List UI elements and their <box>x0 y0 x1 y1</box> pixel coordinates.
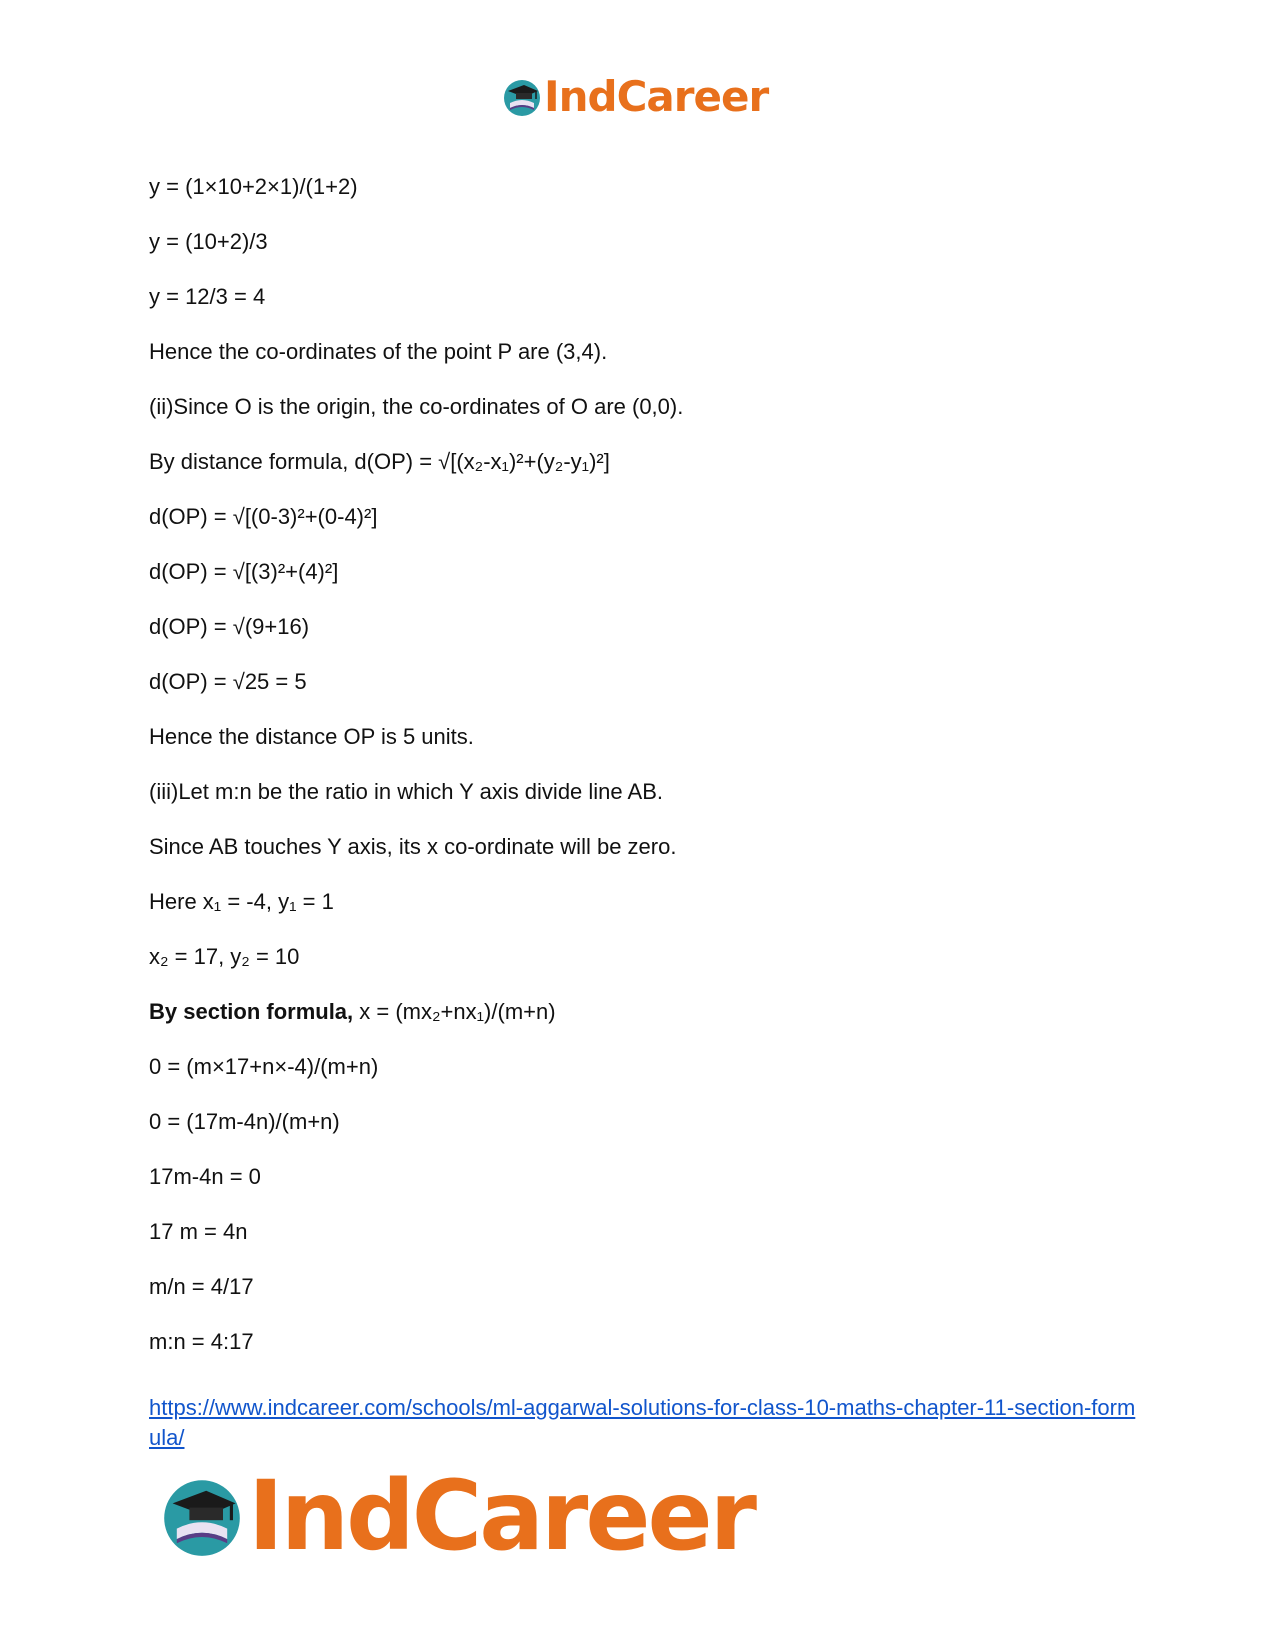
text-line: m/n = 4/17 <box>149 1274 254 1299</box>
text-line: d(OP) = √[(3)²+(4)²] <box>149 559 339 584</box>
text-line: y = (10+2)/3 <box>149 229 268 254</box>
section-formula-label: By section formula, <box>149 999 354 1024</box>
text-line: 17m-4n = 0 <box>149 1164 261 1189</box>
text-line: y = 12/3 = 4 <box>149 284 266 309</box>
text-line: d(OP) = √[(0-3)²+(0-4)²] <box>149 504 378 529</box>
text-line: 0 = (m×17+n×-4)/(m+n) <box>149 1054 379 1079</box>
book-graduation-cap-icon <box>160 1474 244 1558</box>
source-link[interactable]: https://www.indcareer.com/schools/ml-aggarwal-solutions-for-class-10-maths-chapter-11-section-formula/ <box>149 1395 1136 1450</box>
text-line: Here x₁ = -4, y₁ = 1 <box>149 889 334 914</box>
section-formula-line <box>149 999 1139 1025</box>
text-line: Since AB touches Y axis, its x co-ordinate will be zero. <box>149 834 677 859</box>
text-line: 0 = (17m-4n)/(m+n) <box>149 1109 340 1134</box>
text-line: y = (1×10+2×1)/(1+2) <box>149 174 358 199</box>
text-line: 17 m = 4n <box>149 1219 248 1244</box>
text-line: Hence the co-ordinates of the point P are (3,4). <box>149 339 608 364</box>
logo-wordmark: IndCareer <box>248 1460 754 1572</box>
logo-wordmark: IndCareer <box>544 72 769 121</box>
solution-content <box>149 174 1139 1384</box>
text-line: Hence the distance OP is 5 units. <box>149 724 474 749</box>
header-logo <box>502 72 769 121</box>
book-graduation-cap-icon <box>502 77 542 117</box>
text-line: (iii)Let m:n be the ratio in which Y axis divide line AB. <box>149 779 664 804</box>
text-line: (ii)Since O is the origin, the co-ordinates of O are (0,0). <box>149 394 684 419</box>
text-line: d(OP) = √25 = 5 <box>149 669 307 694</box>
text-line: m:n = 4:17 <box>149 1329 254 1354</box>
section-formula-expression: x = (mx₂+nx₁)/(m+n) <box>359 999 556 1024</box>
text-line: By distance formula, d(OP) = √[(x₂-x₁)²+(y₂-y₁)²] <box>149 449 610 474</box>
text-line: x₂ = 17, y₂ = 10 <box>149 944 300 969</box>
text-line: d(OP) = √(9+16) <box>149 614 310 639</box>
footer-logo <box>160 1460 754 1572</box>
